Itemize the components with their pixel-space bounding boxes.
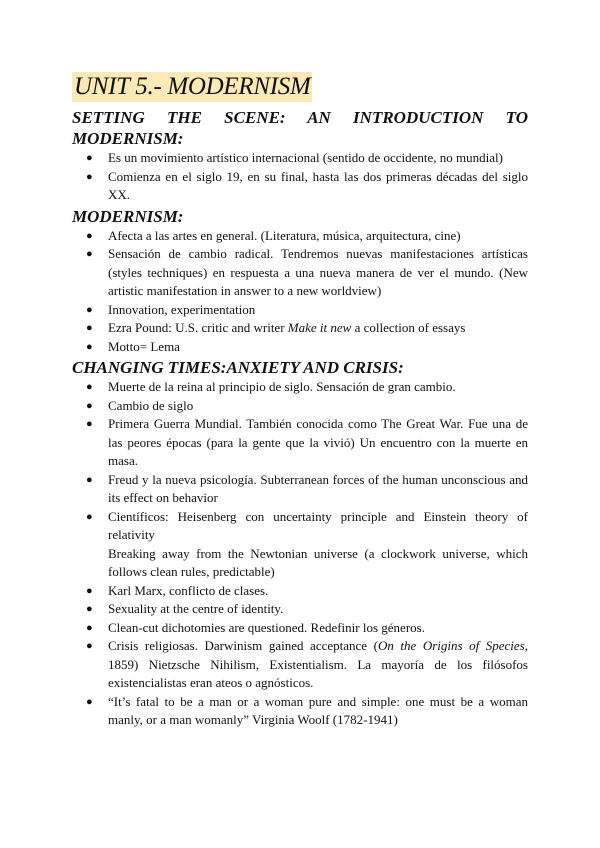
list-item: ● Primera Guerra Mundial. También conocida como The Great War. Fue una de las peores épocas (para la gente que la vivió) Un encuentro con la muerte en masa. bbox=[86, 416, 528, 468]
bullet-icon: ● bbox=[86, 584, 93, 597]
list-item: ● Karl Marx, conflicto de clases. bbox=[72, 582, 528, 601]
bullet-icon: ● bbox=[86, 603, 93, 615]
list-item: ● Innovation, experimentation bbox=[72, 301, 528, 320]
list-item: ● Sensación de cambio radical. Tendremos nuevas manifestaciones artísticas (styles techniques) en respuesta a una nueva manera de ver el mundo. (New artistic manifestation in answer to a new worldview) bbox=[86, 246, 528, 298]
list-item: ● Crisis religiosas. Darwinism gained acceptance (On the Origins of Species, 1859) Nietzsche Nihilism, Existentialism. La mayoría de los filósofos existencialistas eran ateos o agnósticos. bbox=[86, 638, 528, 690]
bullet-icon: ● bbox=[86, 640, 93, 652]
list-item-continuation: Breaking away from the Newtonian universe (a clockwork universe, which follows clean rules, predictable) bbox=[108, 545, 528, 579]
section-heading-setting-the-scene-line2: MODERNISM: bbox=[72, 129, 184, 148]
bullet-icon: ● bbox=[86, 340, 93, 353]
bullet-icon: ● bbox=[86, 303, 93, 316]
section-heading-modernism: MODERNISM: bbox=[72, 206, 184, 226]
list-item: ● Freud y la nueva psicología. Subterranean forces of the human unconscious and its effect on behavior bbox=[86, 471, 528, 505]
list-item: ● Muerte de la reina al principio de siglo. Sensación de gran cambio. bbox=[72, 378, 528, 397]
section-heading-changing-times: CHANGING TIMES:ANXIETY AND CRISIS: bbox=[72, 358, 404, 377]
bullet-icon: ● bbox=[86, 399, 93, 412]
list-item: ● Cambio de siglo bbox=[72, 397, 528, 416]
list-item: ● Científicos: Heisenberg con uncertainty principle and Einstein theory of relativity Breaking away from the Newtonian universe (a clockwork universe, which follows clean rules, predictable) bbox=[72, 508, 528, 582]
bullet-list-setting-the-scene bbox=[72, 149, 528, 205]
list-item: ● “It’s fatal to be a man or a woman pure and simple: one must be a woman manly, or a man womanly” Virginia Woolf (1782-1941) bbox=[86, 693, 528, 727]
book-title: On the Origins of Species, bbox=[377, 638, 528, 653]
book-title: Make it new bbox=[287, 320, 352, 335]
bullet-icon: ● bbox=[86, 510, 93, 523]
bullet-icon: ● bbox=[86, 621, 93, 634]
bullet-list-changing-times bbox=[72, 378, 528, 730]
bullet-icon: ● bbox=[86, 418, 93, 430]
bullet-icon: ● bbox=[86, 248, 93, 260]
document-page bbox=[72, 72, 528, 731]
page-title: UNIT 5.- MODERNISM bbox=[74, 73, 311, 100]
bullet-icon: ● bbox=[86, 473, 93, 486]
bullet-icon: ● bbox=[86, 152, 93, 164]
list-item: ● Ezra Pound: U.S. critic and writer Make it new a collection of essays bbox=[72, 319, 528, 338]
bullet-icon: ● bbox=[86, 695, 93, 708]
list-item: ● Clean-cut dichotomies are questioned. Redefinir los géneros. bbox=[72, 619, 528, 638]
bullet-icon: ● bbox=[86, 229, 93, 242]
bullet-icon: ● bbox=[86, 322, 93, 334]
list-item: ● Afecta a las artes en general. (Literatura, música, arquitectura, cine) bbox=[72, 227, 528, 246]
bullet-icon: ● bbox=[86, 170, 93, 183]
list-item: ● Comienza en el siglo 19, en su final, hasta las dos primeras décadas del siglo XX. bbox=[86, 168, 528, 202]
section-heading-setting-the-scene-line1: SETTING THE SCENE: AN INTRODUCTION TO bbox=[72, 108, 528, 127]
bullet-list-modernism bbox=[72, 227, 528, 357]
list-item: ● Sexuality at the centre of identity. bbox=[72, 600, 528, 619]
list-item: ● Es un movimiento artístico internacional (sentido de occidente, no mundial) bbox=[72, 149, 528, 168]
bullet-icon: ● bbox=[86, 381, 93, 393]
list-item: ● Motto= Lema bbox=[72, 338, 528, 357]
